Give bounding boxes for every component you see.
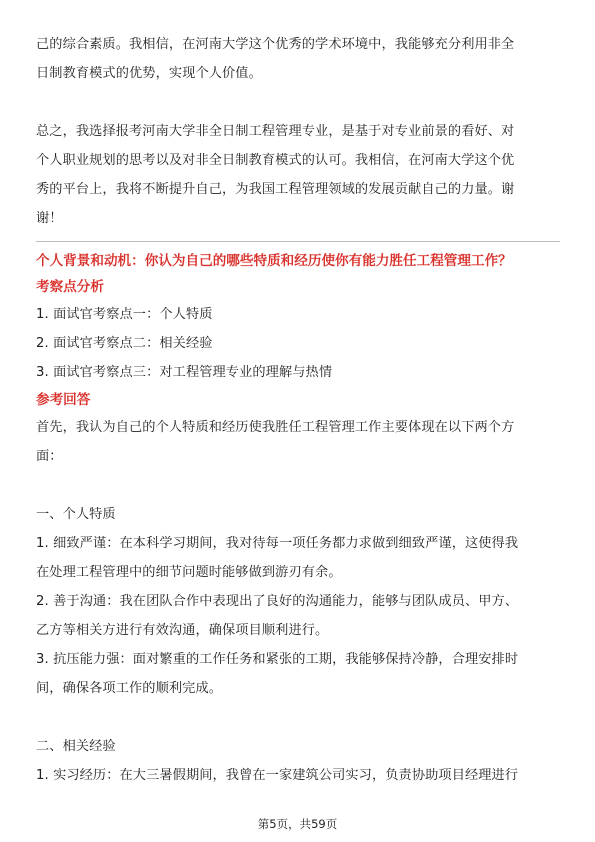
answer-line: 3. 抗压能力强：面对繁重的工作任务和紧张的工期，我能够保持冷静，合理安排时	[36, 652, 519, 667]
answer-line: 间，确保各项工作的顺利完成。	[36, 681, 223, 696]
spacer	[36, 471, 560, 500]
part-title: 一、个人特质	[36, 507, 116, 522]
spacer	[36, 88, 560, 117]
conclusion-line: 谢！	[36, 211, 63, 226]
section-divider	[36, 241, 560, 242]
analysis-point: 1. 面试官考察点一：个人特质	[36, 307, 213, 322]
conclusion-line: 总之，我选择报考河南大学非全日制工程管理专业，是基于对专业前景的看好、对	[36, 124, 515, 139]
spacer	[36, 703, 560, 732]
page-number: 第5页，共59页	[257, 817, 338, 831]
answer-line: 1. 实习经历：在大三暑假期间，我曾在一家建筑公司实习，负责协助项目经理进行	[36, 768, 519, 783]
answer-line: 2. 善于沟通：我在团队合作中表现出了良好的沟通能力，能够与团队成员、甲方、	[36, 594, 519, 609]
intro-line: 日制教育模式的优势，实现个人价值。	[36, 66, 262, 81]
part-title: 二、相关经验	[36, 739, 116, 754]
answer-heading: 参考回答	[36, 392, 91, 408]
answer-line: 乙方等相关方进行有效沟通，确保项目顺利进行。	[36, 623, 329, 638]
analysis-heading: 考察点分析	[36, 279, 104, 295]
answer-line: 1. 细致严谨：在本科学习期间，我对待每一项任务都力求做到细致严谨，这使得我	[36, 536, 519, 551]
analysis-point: 3. 面试官考察点三：对工程管理专业的理解与热情	[36, 365, 333, 380]
analysis-point: 2. 面试官考察点二：相关经验	[36, 336, 213, 351]
answer-line: 面：	[36, 449, 63, 464]
answer-line: 首先，我认为自己的个人特质和经历使我胜任工程管理工作主要体现在以下两个方	[36, 420, 515, 435]
conclusion-line: 个人职业规划的思考以及对非全日制教育模式的认可。我相信，在河南大学这个优	[36, 153, 515, 168]
document-page	[36, 30, 560, 790]
interview-question: 个人背景和动机：你认为自己的哪些特质和经历使你有能力胜任工程管理工作？	[36, 253, 512, 269]
answer-line: 在处理工程管理中的细节问题时能够做到游刃有余。	[36, 565, 342, 580]
intro-line: 己的综合素质。我相信，在河南大学这个优秀的学术环境中，我能够充分利用非全	[36, 37, 515, 52]
conclusion-line: 秀的平台上，我将不断提升自己，为我国工程管理领域的发展贡献自己的力量。谢	[36, 182, 515, 197]
